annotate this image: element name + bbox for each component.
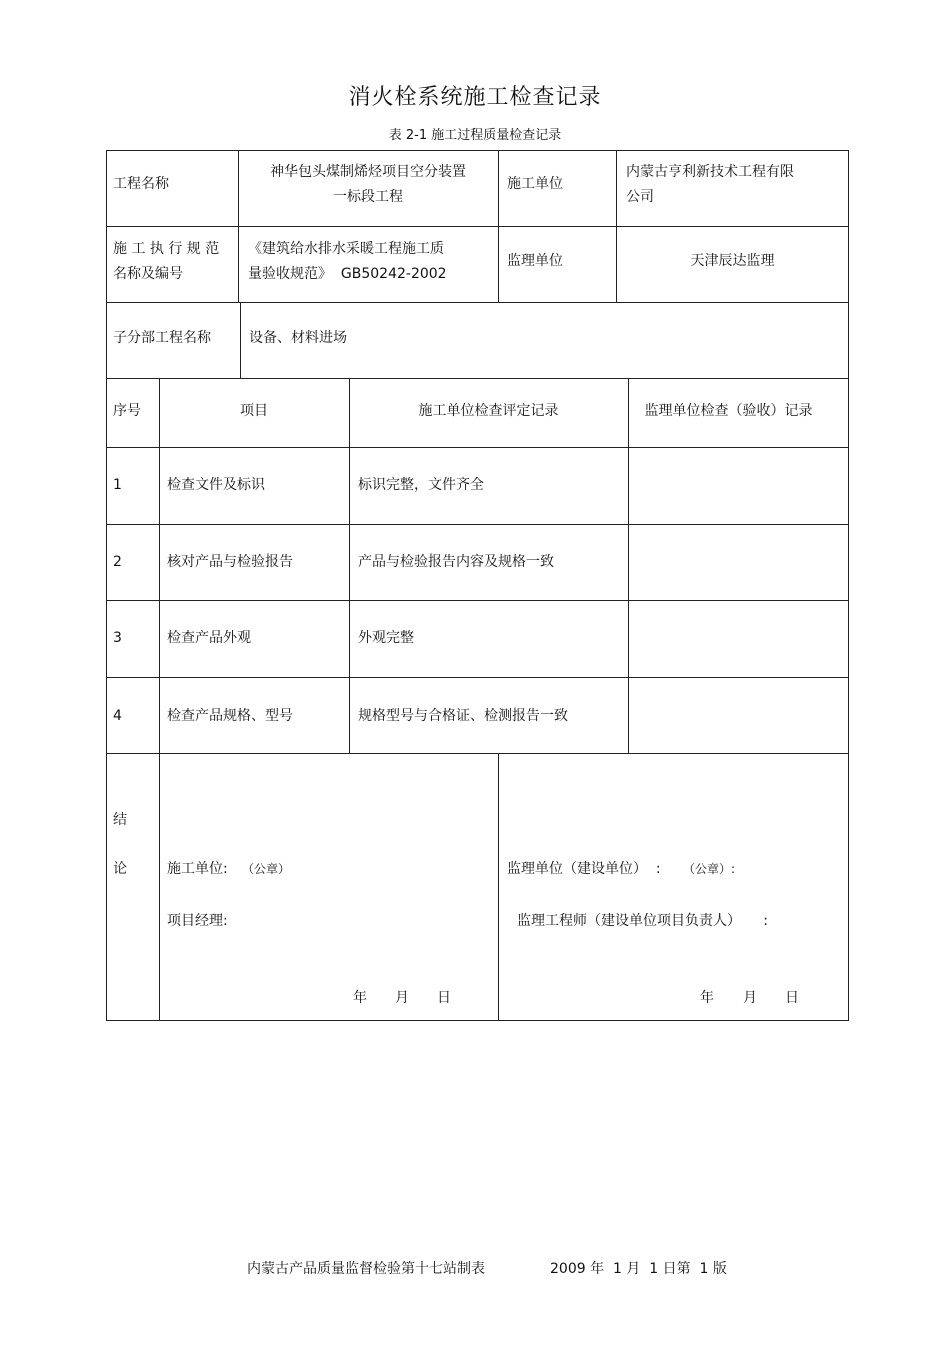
conclusion-label-char1: 结 <box>113 812 127 828</box>
supervision-unit-label: 监理单位 <box>507 253 563 269</box>
column-header-supervision-record: 监理单位检查（验收）记录 <box>644 403 813 419</box>
row-2-no: 2 <box>113 554 122 570</box>
conclusion-construction-seal: （公章） <box>242 862 291 876</box>
conclusion-left-date-year: 年 <box>353 990 367 1006</box>
column-header-item: 项目 <box>240 403 268 419</box>
project-name-value-line1: 神华包头煤制烯烃项目空分装置 <box>270 164 466 180</box>
spec-label-line2: 名称及编号 <box>113 266 183 282</box>
row-4-no: 4 <box>113 708 122 724</box>
spec-value-line1: 《建筑给水排水采暖工程施工质 <box>248 241 444 257</box>
document-title: 消火栓系统施工检查记录 <box>348 85 602 110</box>
row-4-record: 规格型号与合格证、检测报告一致 <box>358 708 568 724</box>
conclusion-left-date-month: 月 <box>395 990 409 1006</box>
project-name-value-line2: 一标段工程 <box>333 189 403 205</box>
conclusion-table <box>106 753 849 1021</box>
sub-project-value: 设备、材料进场 <box>249 330 347 346</box>
row-3-no: 3 <box>113 630 122 646</box>
row-1-no: 1 <box>113 477 122 493</box>
supervision-unit-value: 天津辰达监理 <box>690 253 775 269</box>
row-1-record: 标识完整，文件齐全 <box>358 477 484 493</box>
construction-unit-value-line1: 内蒙古亨利新技术工程有限 <box>626 164 794 180</box>
conclusion-project-manager: 项目经理: <box>167 913 228 929</box>
sub-project-label: 子分部工程名称 <box>113 330 211 346</box>
footer-issuer: 内蒙古产品质量监督检验第十七站制表 <box>247 1261 485 1277</box>
conclusion-supervision-engineer: 监理工程师（建设单位项目负责人） : <box>517 913 768 929</box>
footer-edition: 2009 年 1 月 1 日第 1 版 <box>550 1261 727 1277</box>
row-2-item: 核对产品与检验报告 <box>167 554 293 570</box>
conclusion-supervision-seal: （公章）: <box>683 862 736 876</box>
row-3-item: 检查产品外观 <box>167 630 251 646</box>
construction-unit-label: 施工单位 <box>507 176 563 192</box>
spec-label-line1: 施 工 执 行 规 范 <box>113 241 220 257</box>
construction-unit-value-line2: 公司 <box>626 189 654 205</box>
project-name-label: 工程名称 <box>113 176 169 192</box>
row-1-item: 检查文件及标识 <box>167 477 265 493</box>
conclusion-right-date-month: 月 <box>743 990 757 1006</box>
conclusion-right-date-day: 日 <box>785 990 799 1006</box>
conclusion-construction-unit: 施工单位: <box>167 861 228 877</box>
conclusion-right-date-year: 年 <box>700 990 714 1006</box>
column-header-no: 序号 <box>113 403 141 419</box>
conclusion-label-char2: 论 <box>113 861 127 877</box>
conclusion-left-date-day: 日 <box>437 990 451 1006</box>
conclusion-supervision-unit: 监理单位（建设单位） : <box>507 861 661 877</box>
column-header-construction-record: 施工单位检查评定记录 <box>418 403 559 419</box>
row-2-record: 产品与检验报告内容及规格一致 <box>358 554 554 570</box>
row-3-record: 外观完整 <box>358 630 414 646</box>
spec-value-line2: 量验收规范》 GB50242-2002 <box>248 266 447 282</box>
document-subtitle: 表 2-1 施工过程质量检查记录 <box>388 128 562 143</box>
row-4-item: 检查产品规格、型号 <box>167 708 293 724</box>
